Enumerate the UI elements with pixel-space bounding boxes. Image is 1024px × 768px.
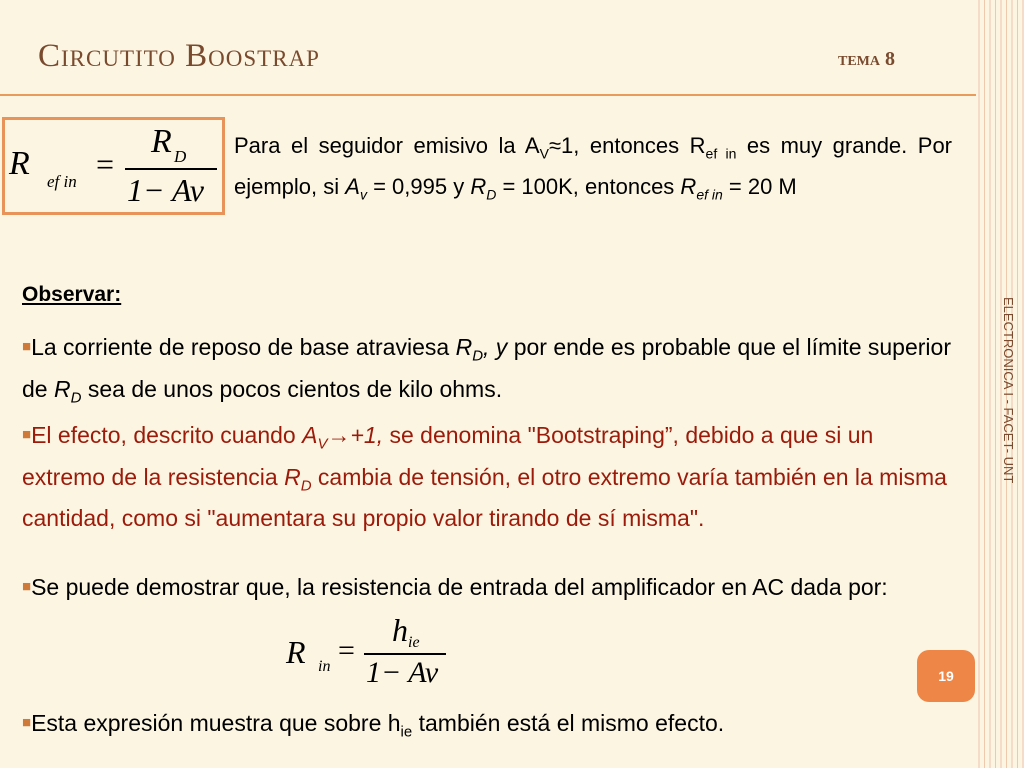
formula-numerator: R	[151, 123, 172, 160]
bullet-icon: ■	[22, 714, 32, 731]
formula2-r: R	[286, 634, 306, 670]
formula2-numerator: h	[392, 612, 408, 648]
formula-r: R	[9, 145, 30, 182]
fraction-bar	[125, 168, 217, 170]
formula-box	[2, 117, 225, 215]
topic-label: tema 8	[838, 48, 895, 70]
formula-equals: =	[96, 146, 115, 182]
page-number-badge: 19	[917, 650, 975, 702]
bullet-icon: ■	[22, 426, 32, 443]
title-divider	[0, 94, 976, 96]
intro-paragraph: Para el seguidor emisivo la $A_V\approx 1$, entonces $R_{ef in}$ es muy grande. Por ejemplo, si $A_v = 0,995$ y $R_D = 100K$, entonces $R_{ef in} = 20$ M	[234, 133, 953, 203]
bullet-item-3: ■Se puede demostrar que, la resistencia de entrada del amplificador en AC dada por:	[22, 574, 888, 600]
bullet-item-1: ■La corriente de reposo de base atraviesa $R_D$, y por ende es probable que el límite superior de $R_D$ sea de unos pocos cientos de kilo ohms.	[22, 334, 951, 407]
bullet-icon: ■	[22, 578, 32, 595]
formula2-denominator: 1− Av	[366, 656, 439, 689]
slide-title: Circutito Boostrap	[38, 38, 320, 74]
input-resistance-formula	[280, 610, 460, 700]
fraction-bar	[364, 653, 446, 655]
observar-heading: Observar:	[22, 283, 122, 306]
sidebar-caption: ELECTRONICA I - FACET- UNT	[1001, 296, 1016, 484]
formula-denominator: 1− Av	[127, 172, 204, 208]
formula-r-subscript: ef in	[47, 172, 77, 191]
bullet-item-4: ■Esta expresión muestra que sobre $h_{ie}$ también está el mismo efecto.	[22, 710, 725, 741]
bullet-icon: ■	[22, 338, 32, 355]
formula2-r-subscript: in	[318, 658, 331, 675]
formula2-equals: =	[338, 634, 355, 667]
bullet-item-2: ■El efecto, descrito cuando $A_V\to+1$, se denomina "Bootstraping”, debido a que si un extremo de la resistencia $R_D$ cambia de tensión, el otro extremo varía también en la misma cantidad, como si "aumentara su propio valor tirando de sí misma".	[22, 422, 947, 532]
formula-numerator-subscript: D	[174, 147, 187, 166]
formula2-numerator-subscript: ie	[408, 634, 420, 651]
